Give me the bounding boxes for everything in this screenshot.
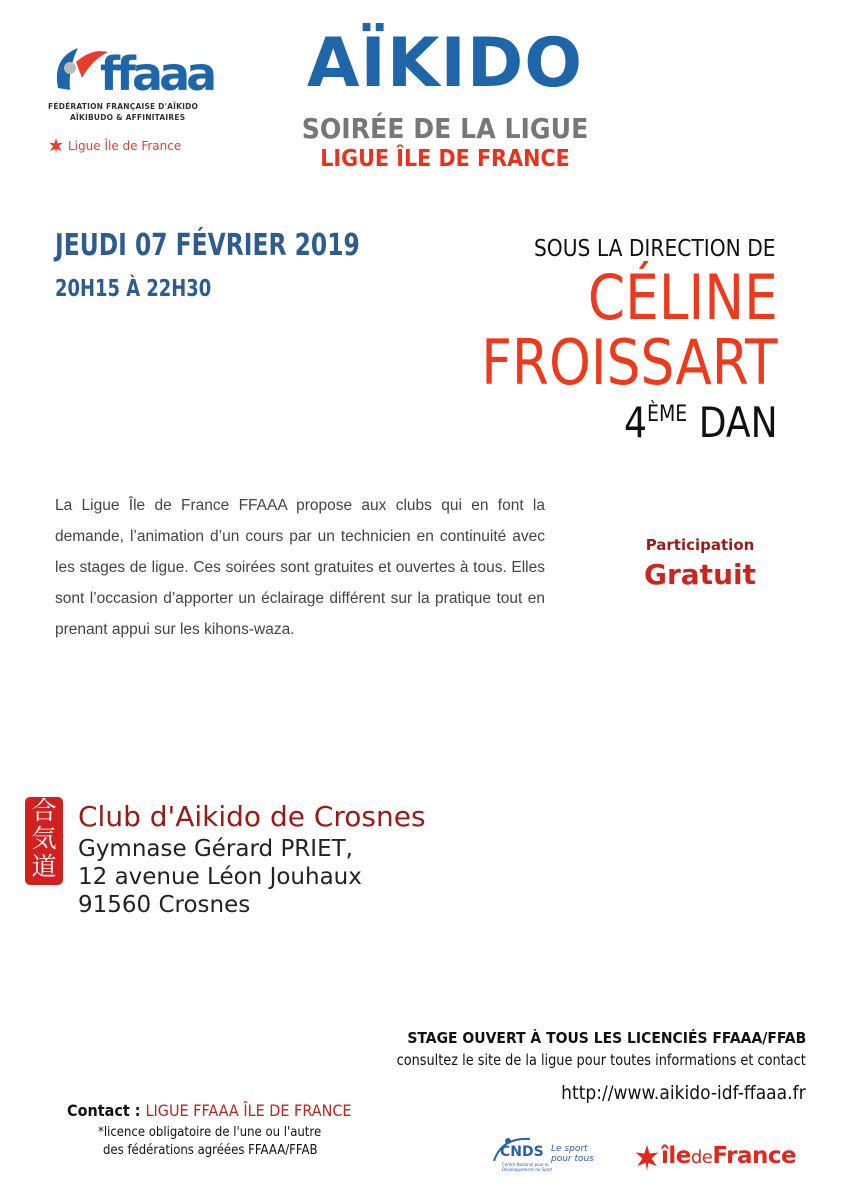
- ligue-label: Ligue Île de France: [68, 139, 182, 153]
- star-icon: [48, 138, 64, 154]
- contact-label: Contact :: [67, 1101, 146, 1120]
- direction-label: SOUS LA DIRECTION DE: [534, 236, 776, 262]
- logo-acronym: ffaaa: [100, 47, 214, 101]
- subtitle-ligue: LIGUE ÎLE DE FRANCE: [320, 146, 570, 172]
- venue-address-line: 12 avenue Léon Jouhaux: [78, 864, 362, 890]
- venue-address-line: Gymnase Gérard PRIET,: [78, 836, 353, 862]
- grade-number: 4: [624, 398, 648, 447]
- subtitle: SOIRÉE DE LA LIGUE: [301, 112, 589, 145]
- aikido-kanji-badge: [25, 797, 63, 885]
- grade-suffix: ÈME: [647, 402, 688, 427]
- teacher-last-name: FROISSART: [481, 326, 778, 399]
- logo-line2: AÏKIBUDO & AFFINITAIRES: [70, 113, 186, 122]
- venue-address-line: 91560 Crosnes: [78, 892, 251, 918]
- logo-line1: FÉDÉRATION FRANÇAISE D'AÏKIDO: [48, 102, 199, 111]
- kanji-char: 合: [31, 796, 57, 825]
- contact-line: [67, 1101, 352, 1120]
- ffaaa-logo-mark-icon: [48, 38, 214, 104]
- cnds-logo-text: CNDS: [500, 1144, 544, 1160]
- idf-france: France: [712, 1143, 797, 1169]
- page-title: AÏKIDO: [306, 24, 584, 103]
- event-time: 20H15 À 22H30: [55, 276, 212, 302]
- event-date: JEUDI 07 FÉVRIER 2019: [55, 228, 360, 263]
- idf-ile: île: [661, 1143, 691, 1169]
- contact-value: LIGUE FFAAA ÎLE DE FRANCE: [145, 1101, 352, 1120]
- ffaaa-logo: [40, 38, 214, 168]
- kanji-char: 道: [31, 852, 57, 881]
- teacher-grade: [624, 398, 778, 447]
- venue-name: Club d'Aikido de Crosnes: [78, 800, 426, 833]
- cnds-tagline: [551, 1144, 594, 1164]
- website-link[interactable]: http://www.aikido-idf-ffaaa.fr: [561, 1082, 806, 1104]
- cnds-tagline-2: pour tous: [551, 1154, 594, 1164]
- consult-notice: consultez le site de la ligue pour toutes informations et contact: [396, 1051, 806, 1069]
- cnds-tagline-1: Le sport: [551, 1144, 588, 1154]
- grade-word: DAN: [687, 398, 778, 447]
- idf-de: de: [690, 1147, 713, 1168]
- licence-note: *licence obligatoire de l'une ou l'autre: [98, 1125, 322, 1140]
- iledefrance-logo: [661, 1143, 796, 1169]
- description-paragraph: La Ligue Île de France FFAAA propose aux clubs qui en font la demande, l’animation d’un cours par un technicien en continuité avec les stages de ligue. Ces soirées sont gratuites et ouvertes à tous. Elles sont l’occasion d’apporter un éclairage différent sur la pratique tout en prenant appui sur les kihons-waza.: [55, 497, 545, 638]
- stage-open-notice: STAGE OUVERT À TOUS LES LICENCIÉS FFAAA/FFAB: [407, 1029, 806, 1047]
- cnds-subtitle: Centre National pour le Développement du Sport: [502, 1162, 553, 1172]
- star-icon: [634, 1145, 660, 1171]
- kanji-char: 気: [31, 824, 57, 853]
- participation-value: Gratuit: [644, 558, 756, 591]
- participation-label: Participation: [645, 536, 755, 554]
- teacher-first-name: CÉLINE: [588, 261, 778, 334]
- licence-note: des fédérations agréées FFAAA/FFAB: [103, 1143, 318, 1158]
